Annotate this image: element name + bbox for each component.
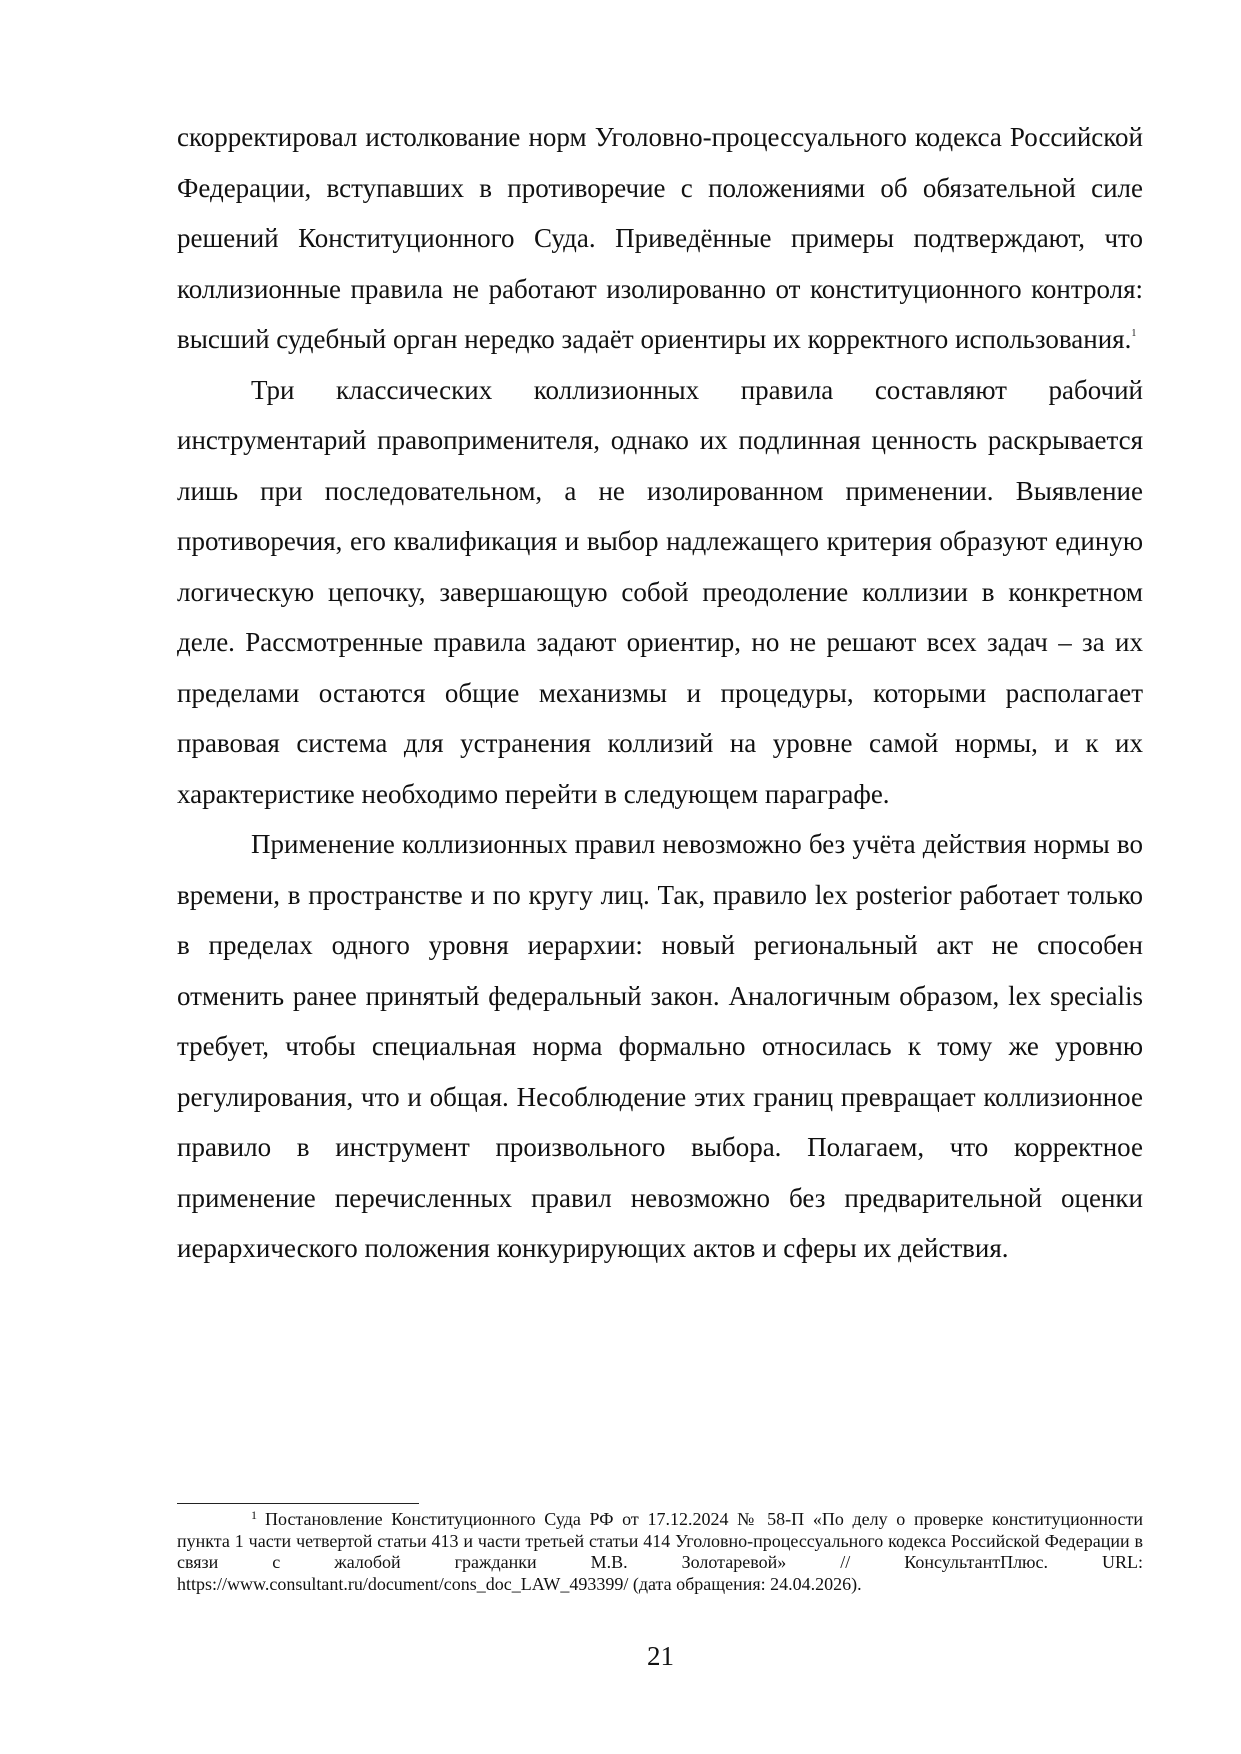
- footnote-separator: [177, 1503, 419, 1504]
- footnote: [177, 1509, 1143, 1595]
- paragraph-1-text: скорректировал истолкование норм Уголовно-процессуального кодекса Российской Федерации, вступавших в противоречие с положениями об обязательной силе решений Конституционного Суда. Приведённые примеры подтверждают, что коллизионные правила не работают изолированно от конституционного контроля: высший судебный орган нередко задаёт ориентиры их корректного использования.: [177, 122, 1143, 354]
- paragraph-2: Три классических коллизионных правила составляют рабочий инструментарий правоприменителя, однако их подлинная ценность раскрывается лишь при последовательном, а не изолированном применении. Выявление противоречия, его квалификация и выбор надлежащего критерия образуют единую логическую цепочку, завершающую собой преодоление коллизии в конкретном деле. Рассмотренные правила задают ориентир, но не решают всех задач – за их пределами остаются общие механизмы и процедуры, которыми располагает правовая система для устранения коллизий на уровне самой нормы, и к их характеристике необходимо перейти в следующем параграфе.: [177, 374, 1143, 809]
- footnote-reference[interactable]: 1: [1131, 328, 1137, 339]
- paragraph-1: [177, 112, 1143, 365]
- footnote-text: Постановление Конституционного Суда РФ от 17.12.2024 № 58-П «По делу о проверке конституционности пункта 1 части четвертой статьи 413 и части третьей статьи 414 Уголовно-процессуального кодекса Российской Федерации в связи с жалобой гражданки М.В. Золотаревой» // КонсультантПлюс. URL: https://www.consultant.ru/document/cons_doc_LAW_493399/ (дата обращения: 24.04.2026).: [177, 1509, 1143, 1594]
- page-number: 21: [647, 1641, 674, 1671]
- body-text: [177, 112, 1143, 1274]
- footnote-1: [177, 1509, 1143, 1595]
- footnote-number: 1: [251, 1508, 257, 1522]
- paragraph-3: Применение коллизионных правил невозможно без учёта действия нормы во времени, в пространстве и по кругу лиц. Так, правило lex posterior работает только в пределах одного уровня иерархии: новый региональный акт не способен отменить ранее принятый федеральный закон. Аналогичным образом, lex specialis требует, чтобы специальная норма формально относилась к тому же уровню регулирования, что и общая. Несоблюдение этих границ превращает коллизионное правило в инструмент произвольного выбора. Полагаем, что корректное применение перечисленных правил невозможно без предварительной оценки иерархического положения конкурирующих актов и сферы их действия.: [177, 829, 1143, 1263]
